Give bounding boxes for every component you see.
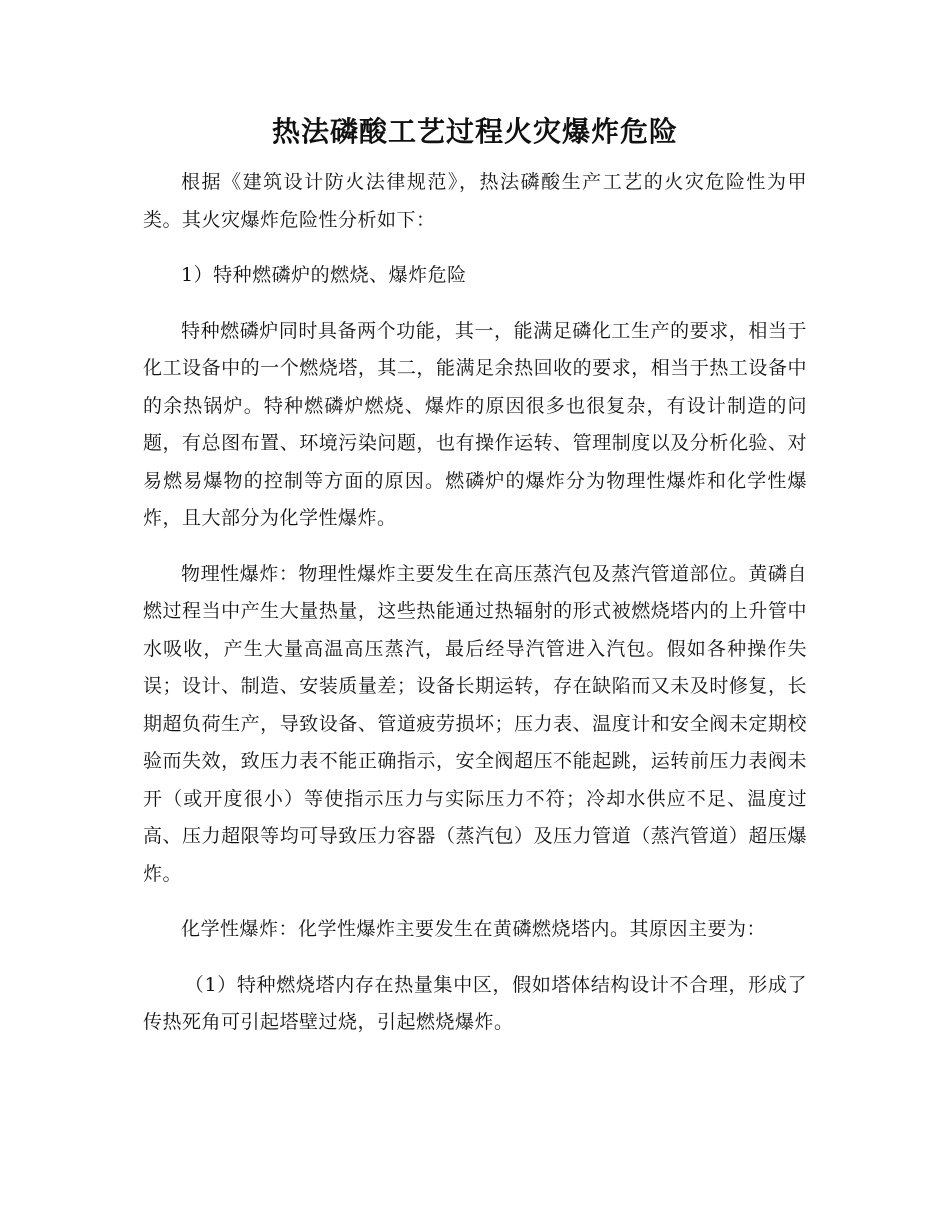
paragraph-intro: 根据《建筑设计防火法律规范》，热法磷酸生产工艺的火灾危险性为甲类。其火灾爆炸危险性分析如下： — [143, 171, 807, 231]
paragraph-furnace-description: 特种燃磷炉同时具备两个功能，其一，能满足磷化工生产的要求，相当于化工设备中的一个燃烧塔，其二，能满足余热回收的要求，相当于热工设备中的余热锅炉。特种燃磷炉燃烧、爆炸的原因很多也很复杂，有设计制造的问题，有总图布置、环境污染问题，也有操作运转、管理制度以及分析化验、对易燃易爆物的控制等方面的原因。燃磷炉的爆炸分为物理性爆炸和化学性爆炸，且大部分为化学性爆炸。 — [143, 319, 807, 529]
paragraph-physical-explosion: 物理性爆炸：物理性爆炸主要发生在高压蒸汽包及蒸汽管道部位。黄磷自燃过程当中产生大量热量，这些热能通过热辐射的形式被燃烧塔内的上升管中水吸收，产生大量高温高压蒸汽，最后经导汽管进入汽包。假如各种操作失误；设计、制造、安装质量差；设备长期运转，存在缺陷而又未及时修复，长期超负荷生产，导致设备、管道疲劳损坏；压力表、温度计和安全阀未定期校验而失效，致压力表不能正确指示，安全阀超压不能起跳，运转前压力表阀未开（或开度很小）等使指示压力与实际压力不符；冷却水供应不足、温度过高、压力超限等均可导致压力容器（蒸汽包）及压力管道（蒸汽管道）超压爆炸。 — [143, 562, 807, 885]
paragraph-cause-1: （1）特种燃烧塔内存在热量集中区，假如塔体结构设计不合理，形成了传热死角可引起塔壁过烧，引起燃烧爆炸。 — [143, 973, 807, 1033]
document-title: 热法磷酸工艺过程火灾爆炸危险 — [271, 115, 678, 148]
paragraph-chemical-explosion: 化学性爆炸：化学性爆炸主要发生在黄磷燃烧塔内。其原因主要为： — [181, 918, 767, 940]
paragraph-heading-1: 1）特种燃磷炉的燃烧、爆炸危险 — [181, 264, 467, 286]
document-body — [143, 164, 807, 1060]
